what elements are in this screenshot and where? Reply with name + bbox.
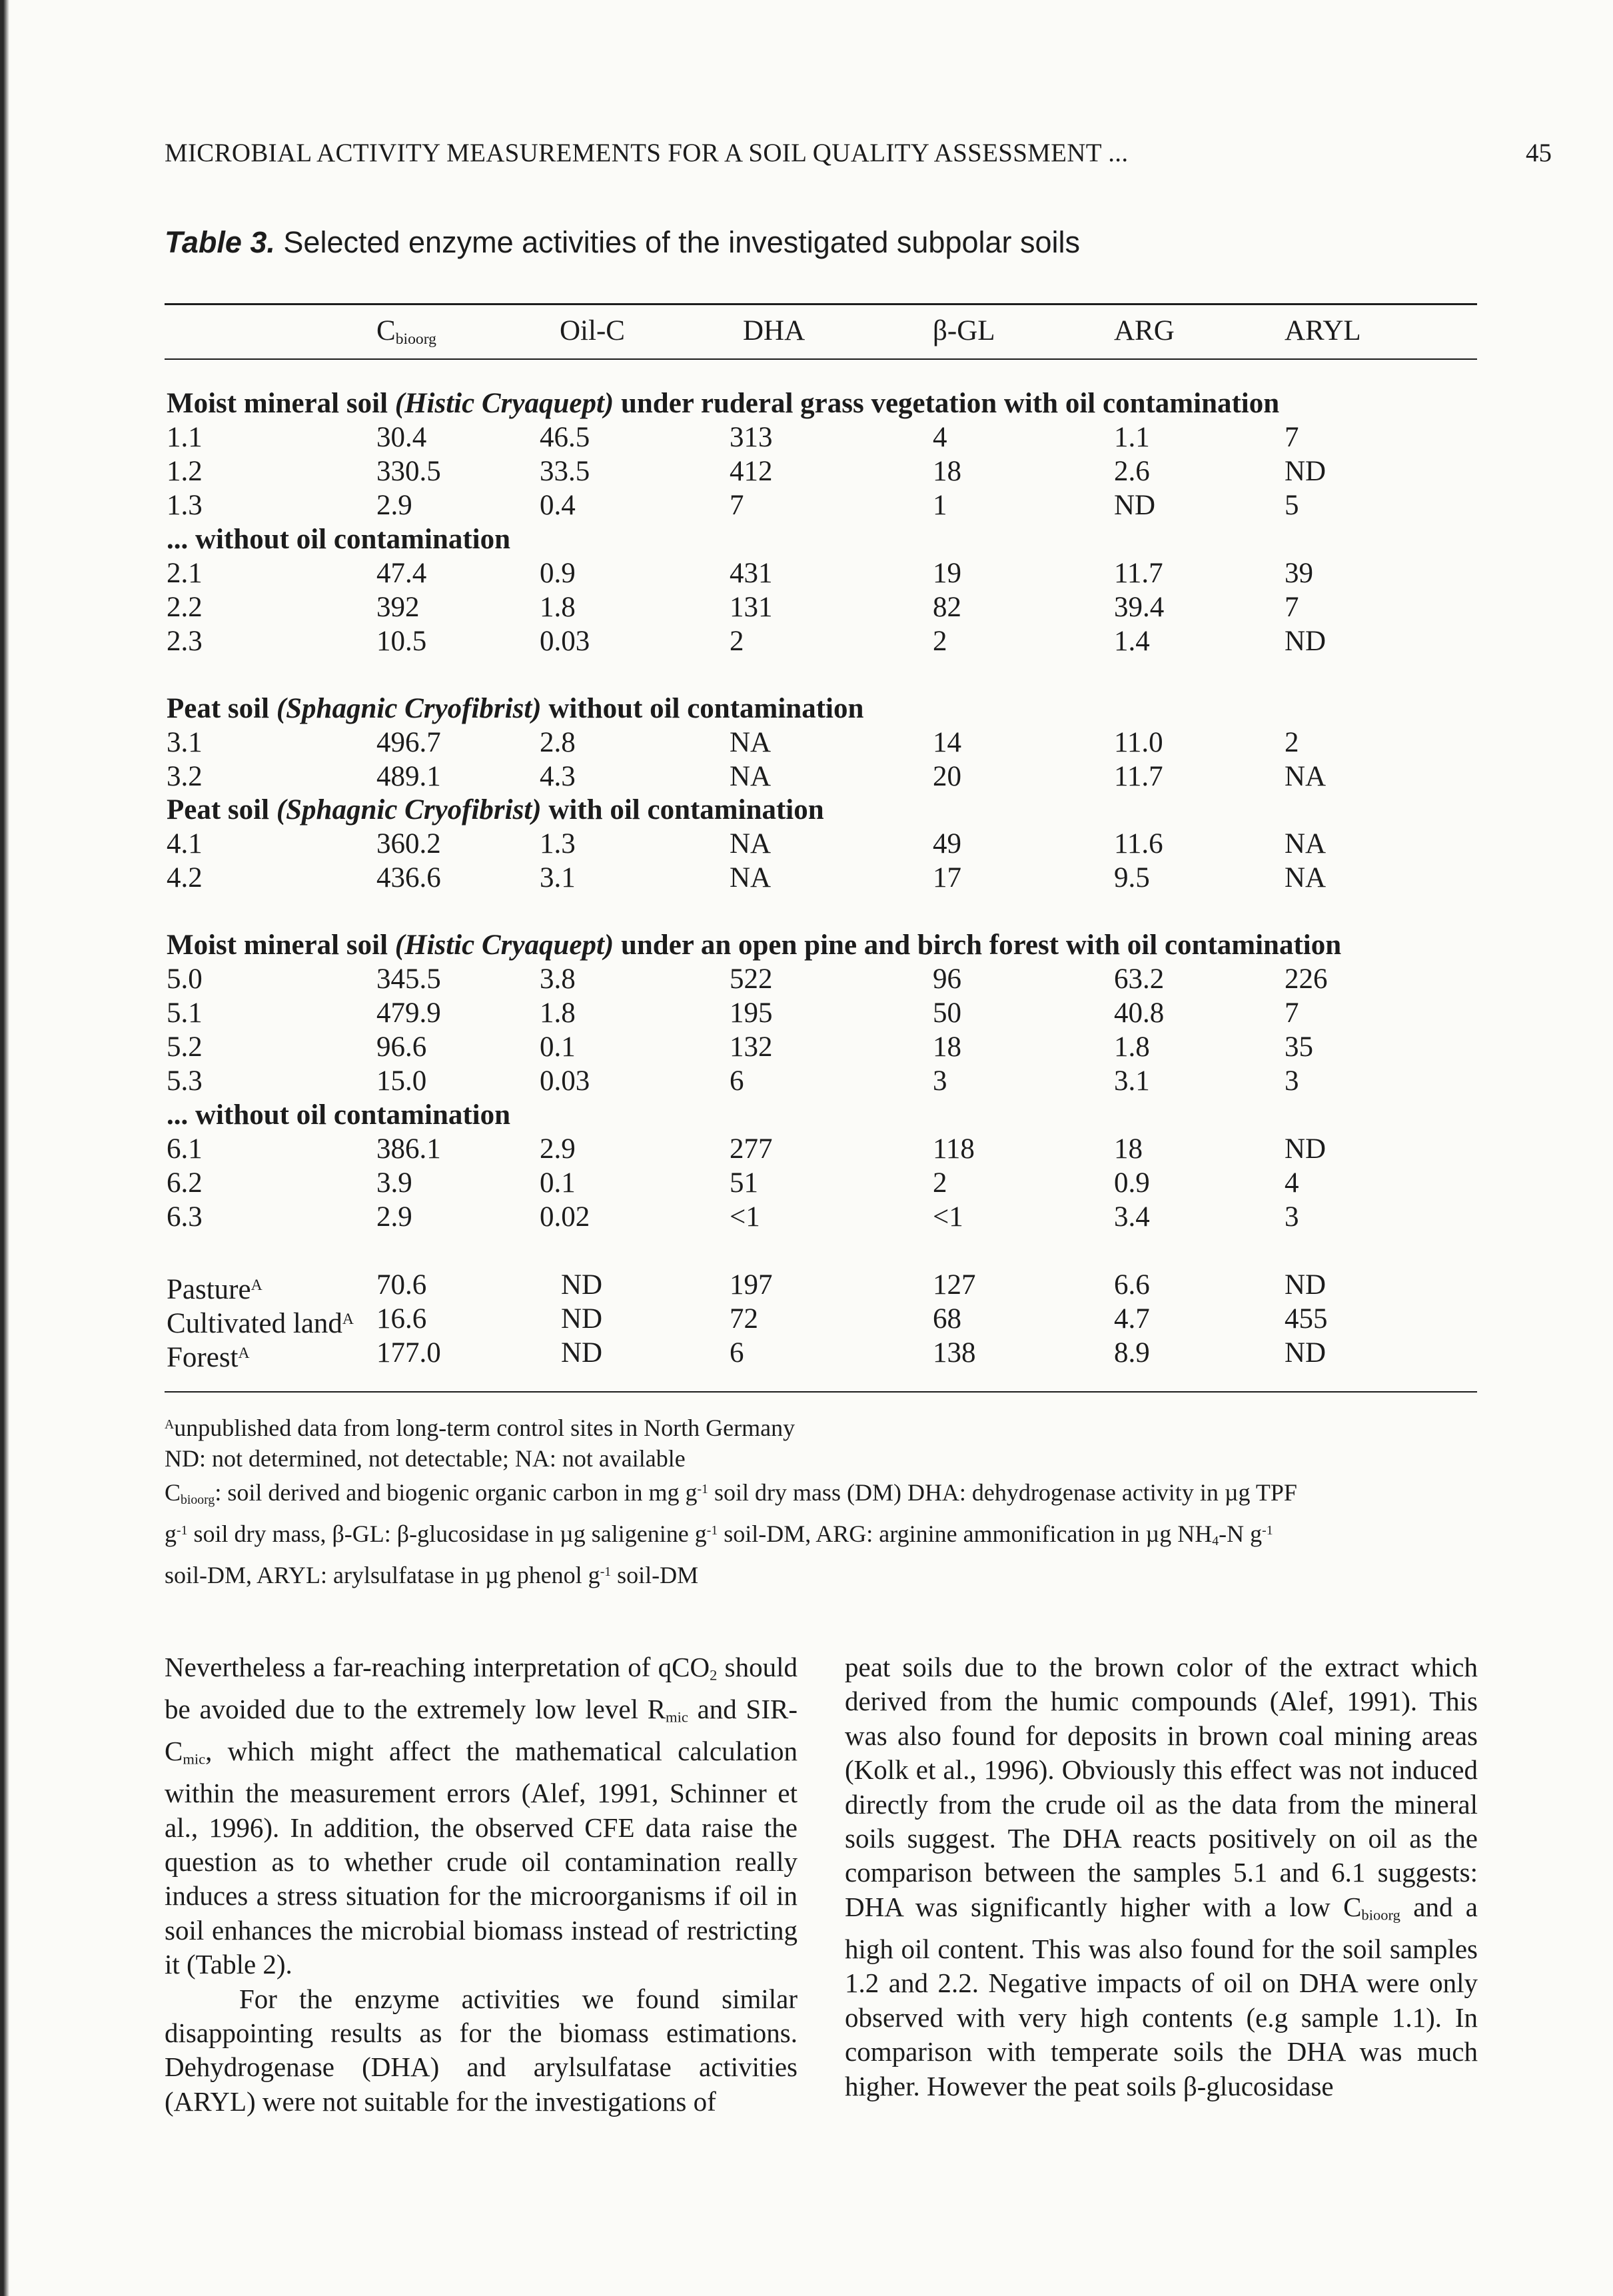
table-cell-cbioorg: 360.2 bbox=[376, 828, 441, 860]
table-cell-arg: ND bbox=[1114, 490, 1156, 521]
table-cell-bgl: 138 bbox=[933, 1337, 976, 1369]
table-cell-cbioorg: 15.0 bbox=[376, 1065, 427, 1097]
table-cell-oilc: 2.9 bbox=[540, 1133, 576, 1165]
group-heading: Moist mineral soil (Histic Cryaquept) under an open pine and birch forest with oil contamination bbox=[167, 929, 1342, 961]
table-cell-sample-id: 6.1 bbox=[167, 1133, 203, 1165]
body-column-right bbox=[845, 1650, 1478, 2103]
paragraph: For the enzyme activities we found similar disappointing results as for the biomass estimations. Dehydrogenase (DHA) and arylsulfatase activities (ARYL) were not suitable for the investigations of bbox=[165, 1983, 798, 2117]
table-cell-bgl: 17 bbox=[933, 862, 961, 893]
table-cell-cbioorg: 2.9 bbox=[376, 1201, 412, 1233]
reference-site-label: Pasture$^A$ bbox=[167, 1274, 263, 1305]
paragraph: peat soils due to the brown color of the extract which derived from the humic compounds (Alef, 1991). This was also found for deposits in brown coal mining areas (Kolk et al., 1996). Obviously this effect was not induced directly from the crude oil as the data from the mineral soils suggest. The DHA reacts positively on oil as the comparison between the samples 5.1 and 6.1 suggests: DHA was significantly higher with a low $C_{bioorg}$ and a high oil content. This was also found for the soil samples 1.2 and 2.2. Negative impacts of oil on DHA were only observed with very high contents (e.g sample 1.1). In comparison with temperate soils the DHA was much higher. However the peat soils β-glucosidase bbox=[845, 1652, 1478, 2101]
table-cell-arg: 1.1 bbox=[1114, 422, 1150, 453]
table-cell-cbioorg: 392 bbox=[376, 592, 420, 623]
table-cell-aryl: NA bbox=[1285, 862, 1327, 893]
table-cell-oilc: 2.8 bbox=[540, 727, 576, 758]
table-cell-bgl: 19 bbox=[933, 558, 961, 589]
table-cell-dha: 195 bbox=[730, 997, 773, 1029]
paragraph: Nevertheless a far-reaching interpretation of qCO$_2$ should be avoided due to the extremely low level $R_{mic}$ and SIR-$C_{mic}$, which might affect the mathematical calculation within the measurement errors (Alef, 1991, Schinner et al., 1996). In addition, the observed CFE data raise the question as to whether crude oil contamination really induces a stress situation for the microorganisms if oil in soil enhances the microbial biomass instead of restricting it (Table 2). bbox=[165, 1652, 798, 1980]
table-cell-dha: NA bbox=[730, 862, 772, 893]
col-header-dha: DHA bbox=[743, 315, 806, 346]
table-header-rule bbox=[165, 358, 1477, 360]
table-cell-cbioorg: 386.1 bbox=[376, 1133, 441, 1165]
table-cell-oilc: 0.4 bbox=[540, 490, 576, 521]
table-cell-arg: 11.6 bbox=[1114, 828, 1163, 860]
table-cell-aryl: ND bbox=[1285, 1133, 1327, 1165]
table-cell-oilc: 0.9 bbox=[540, 558, 576, 589]
table-cell-bgl: 2 bbox=[933, 626, 947, 657]
table-cell-sample-id: 6.2 bbox=[167, 1167, 203, 1199]
table-cell-arg: 0.9 bbox=[1114, 1167, 1150, 1199]
table-cell-arg: 9.5 bbox=[1114, 862, 1150, 893]
footnote-unpublished: $^A$unpublished data from long-term control sites in North Germany bbox=[165, 1414, 796, 1441]
table-cell-sample-id: 2.3 bbox=[167, 626, 203, 657]
table-cell-dha: 6 bbox=[730, 1337, 744, 1369]
table-cell-cbioorg: 47.4 bbox=[376, 558, 427, 589]
table-cell-oilc: 4.3 bbox=[540, 761, 576, 792]
table-cell-dha: 197 bbox=[730, 1269, 773, 1301]
table-cell-oilc: 1.8 bbox=[540, 997, 576, 1029]
table-footnotes bbox=[165, 1409, 1497, 1590]
table-cell-arg: 63.2 bbox=[1114, 963, 1165, 995]
table-cell-sample-id: 2.2 bbox=[167, 592, 203, 623]
table-cell-oilc: 0.02 bbox=[540, 1201, 590, 1233]
table-cell-oilc: 0.03 bbox=[540, 626, 590, 657]
table-cell-sample-id: 3.1 bbox=[167, 727, 203, 758]
table-cell-dha: 431 bbox=[730, 558, 773, 589]
table-cell-oilc: 0.1 bbox=[540, 1167, 576, 1199]
table-cell-dha: NA bbox=[730, 727, 772, 758]
table-cell-aryl: 4 bbox=[1285, 1167, 1299, 1199]
table-cell-bgl: 118 bbox=[933, 1133, 975, 1165]
table-cell-arg: 1.8 bbox=[1114, 1031, 1150, 1063]
table-cell-dha: 72 bbox=[730, 1303, 758, 1335]
table-cell-sample-id: 1.3 bbox=[167, 490, 203, 521]
page-binding-edge bbox=[0, 0, 9, 2296]
table-cell-aryl: 7 bbox=[1285, 592, 1299, 623]
table-cell-bgl: 18 bbox=[933, 456, 961, 487]
table-cell-arg: 2.6 bbox=[1114, 456, 1150, 487]
table-label: Table 3. bbox=[165, 225, 275, 259]
table-cell-arg: 8.9 bbox=[1114, 1337, 1150, 1369]
table-cell-cbioorg: 496.7 bbox=[376, 727, 441, 758]
table-cell-arg: 3.1 bbox=[1114, 1065, 1150, 1097]
table-cell-arg: 11.7 bbox=[1114, 761, 1163, 792]
table-cell-bgl: 4 bbox=[933, 422, 947, 453]
table-cell-bgl: 1 bbox=[933, 490, 947, 521]
table-cell-oilc: 1.3 bbox=[540, 828, 576, 860]
table-cell-dha: 131 bbox=[730, 592, 773, 623]
footnote-units: $g^{-1}$ soil dry mass, β-GL: β-glucosidase in µg saligenine $g^{-1}$ soil-DM, ARG: arginine ammonification in µg $NH_4-N$ $g^{-1}$ bbox=[165, 1520, 1273, 1548]
table-cell-sample-id: 1.2 bbox=[167, 456, 203, 487]
group-heading: ... without oil contamination bbox=[167, 1099, 511, 1131]
table-cell-oilc: 3.1 bbox=[540, 862, 576, 893]
table-cell-dha: 522 bbox=[730, 963, 773, 995]
table-cell-aryl: 5 bbox=[1285, 490, 1299, 521]
table-cell-oilc: 1.8 bbox=[540, 592, 576, 623]
table-cell-bgl: 14 bbox=[933, 727, 961, 758]
table-cell-arg: 4.7 bbox=[1114, 1303, 1150, 1335]
reference-site-label: Forest$^A$ bbox=[167, 1342, 250, 1373]
table-cell-aryl: 455 bbox=[1285, 1303, 1328, 1335]
col-header-bgl: β-GL bbox=[933, 315, 995, 346]
table-cell-sample-id: 5.0 bbox=[167, 963, 203, 995]
table-cell-bgl: 2 bbox=[933, 1167, 947, 1199]
table-cell-bgl: 96 bbox=[933, 963, 961, 995]
table-cell-sample-id: 5.1 bbox=[167, 997, 203, 1029]
table-cell-aryl: ND bbox=[1285, 626, 1327, 657]
table-cell-oilc: ND bbox=[561, 1337, 603, 1369]
table-cell-aryl: 2 bbox=[1285, 727, 1299, 758]
table-cell-cbioorg: 16.6 bbox=[376, 1303, 427, 1335]
table-caption bbox=[165, 225, 1080, 260]
group-heading: Moist mineral soil (Histic Cryaquept) under ruderal grass vegetation with oil contamination bbox=[167, 388, 1280, 419]
table-cell-dha: 277 bbox=[730, 1133, 773, 1165]
table-cell-sample-id: 5.2 bbox=[167, 1031, 203, 1063]
table-cell-oilc: 46.5 bbox=[540, 422, 590, 453]
table-cell-arg: 39.4 bbox=[1114, 592, 1165, 623]
col-header-cbioorg: $C_{bioorg}$ bbox=[376, 315, 436, 348]
table-cell-aryl: 39 bbox=[1285, 558, 1313, 589]
table-cell-dha: 6 bbox=[730, 1065, 744, 1097]
group-heading: ... without oil contamination bbox=[167, 524, 511, 555]
table-cell-bgl: 3 bbox=[933, 1065, 947, 1097]
table-cell-cbioorg: 10.5 bbox=[376, 626, 427, 657]
table-cell-bgl: 82 bbox=[933, 592, 961, 623]
table-cell-cbioorg: 330.5 bbox=[376, 456, 441, 487]
table-cell-sample-id: 4.2 bbox=[167, 862, 203, 893]
reference-site-label: Cultivated land$^A$ bbox=[167, 1308, 354, 1339]
table-cell-cbioorg: 96.6 bbox=[376, 1031, 427, 1063]
table-cell-aryl: 3 bbox=[1285, 1065, 1299, 1097]
table-cell-aryl: 3 bbox=[1285, 1201, 1299, 1233]
table-cell-aryl: ND bbox=[1285, 456, 1327, 487]
table-cell-arg: 11.0 bbox=[1114, 727, 1163, 758]
footnote-units: soil-DM, ARYL: arylsulfatase in µg phenol $g^{-1}$ soil-DM bbox=[165, 1561, 699, 1588]
table-cell-aryl: ND bbox=[1285, 1269, 1327, 1301]
col-header-aryl: ARYL bbox=[1285, 315, 1361, 346]
table-cell-bgl: 20 bbox=[933, 761, 961, 792]
table-cell-aryl: NA bbox=[1285, 828, 1327, 860]
table-cell-dha: 313 bbox=[730, 422, 773, 453]
table-cell-dha: NA bbox=[730, 761, 772, 792]
footnote-units: $C_{bioorg}$: soil derived and biogenic organic carbon in mg $g^{-1}$ soil dry mass (DM) DHA: dehydrogenase activity in µg TPF bbox=[165, 1478, 1297, 1507]
body-column-left bbox=[165, 1650, 798, 2119]
table-cell-sample-id: 4.1 bbox=[167, 828, 203, 860]
table-bottom-rule bbox=[165, 1391, 1477, 1393]
table-cell-aryl: 7 bbox=[1285, 422, 1299, 453]
col-header-oilc: Oil-C bbox=[560, 315, 625, 346]
table-cell-aryl: ND bbox=[1285, 1337, 1327, 1369]
table-cell-dha: 412 bbox=[730, 456, 773, 487]
running-head: MICROBIAL ACTIVITY MEASUREMENTS FOR A SOIL QUALITY ASSESSMENT ... bbox=[165, 139, 1129, 167]
table-cell-bgl: <1 bbox=[933, 1201, 963, 1233]
table-cell-oilc: ND bbox=[561, 1303, 603, 1335]
table-cell-dha: 51 bbox=[730, 1167, 758, 1199]
table-cell-cbioorg: 479.9 bbox=[376, 997, 441, 1029]
table-cell-aryl: 35 bbox=[1285, 1031, 1313, 1063]
table-cell-dha: NA bbox=[730, 828, 772, 860]
table-cell-oilc: 33.5 bbox=[540, 456, 590, 487]
table-cell-cbioorg: 30.4 bbox=[376, 422, 427, 453]
table-cell-arg: 6.6 bbox=[1114, 1269, 1150, 1301]
table-cell-oilc: 0.03 bbox=[540, 1065, 590, 1097]
table-cell-aryl: NA bbox=[1285, 761, 1327, 792]
table-cell-arg: 1.4 bbox=[1114, 626, 1150, 657]
table-cell-dha: 132 bbox=[730, 1031, 773, 1063]
table-cell-bgl: 68 bbox=[933, 1303, 961, 1335]
table-cell-cbioorg: 177.0 bbox=[376, 1337, 441, 1369]
table-cell-bgl: 127 bbox=[933, 1269, 976, 1301]
table-cell-cbioorg: 3.9 bbox=[376, 1167, 412, 1199]
table-cell-cbioorg: 2.9 bbox=[376, 490, 412, 521]
table-cell-sample-id: 2.1 bbox=[167, 558, 203, 589]
table-cell-cbioorg: 489.1 bbox=[376, 761, 441, 792]
table-cell-arg: 18 bbox=[1114, 1133, 1143, 1165]
table-caption-text: Selected enzyme activities of the investigated subpolar soils bbox=[274, 225, 1081, 259]
table-cell-oilc: ND bbox=[561, 1269, 603, 1301]
table-cell-arg: 11.7 bbox=[1114, 558, 1163, 589]
table-cell-sample-id: 3.2 bbox=[167, 761, 203, 792]
table-cell-bgl: 50 bbox=[933, 997, 961, 1029]
table-cell-sample-id: 1.1 bbox=[167, 422, 203, 453]
table-cell-cbioorg: 70.6 bbox=[376, 1269, 427, 1301]
footnote-abbreviations: ND: not determined, not detectable; NA: not available bbox=[165, 1444, 686, 1472]
table-cell-aryl: 7 bbox=[1285, 997, 1299, 1029]
table-cell-sample-id: 5.3 bbox=[167, 1065, 203, 1097]
table-cell-bgl: 18 bbox=[933, 1031, 961, 1063]
table-cell-bgl: 49 bbox=[933, 828, 961, 860]
group-heading: Peat soil (Sphagnic Cryofibrist) with oil contamination bbox=[167, 794, 824, 826]
table-cell-dha: 2 bbox=[730, 626, 744, 657]
col-header-arg: ARG bbox=[1114, 315, 1175, 346]
table-cell-dha: <1 bbox=[730, 1201, 760, 1233]
table-cell-aryl: 226 bbox=[1285, 963, 1328, 995]
page-number: 45 bbox=[1526, 139, 1552, 167]
table-cell-cbioorg: 436.6 bbox=[376, 862, 441, 893]
table-cell-oilc: 3.8 bbox=[540, 963, 576, 995]
table-cell-arg: 3.4 bbox=[1114, 1201, 1150, 1233]
group-heading: Peat soil (Sphagnic Cryofibrist) without oil contamination bbox=[167, 693, 864, 724]
table-cell-arg: 40.8 bbox=[1114, 997, 1165, 1029]
table-top-rule bbox=[165, 303, 1477, 305]
table-cell-oilc: 0.1 bbox=[540, 1031, 576, 1063]
table-cell-sample-id: 6.3 bbox=[167, 1201, 203, 1233]
table-cell-dha: 7 bbox=[730, 490, 744, 521]
table-cell-cbioorg: 345.5 bbox=[376, 963, 441, 995]
